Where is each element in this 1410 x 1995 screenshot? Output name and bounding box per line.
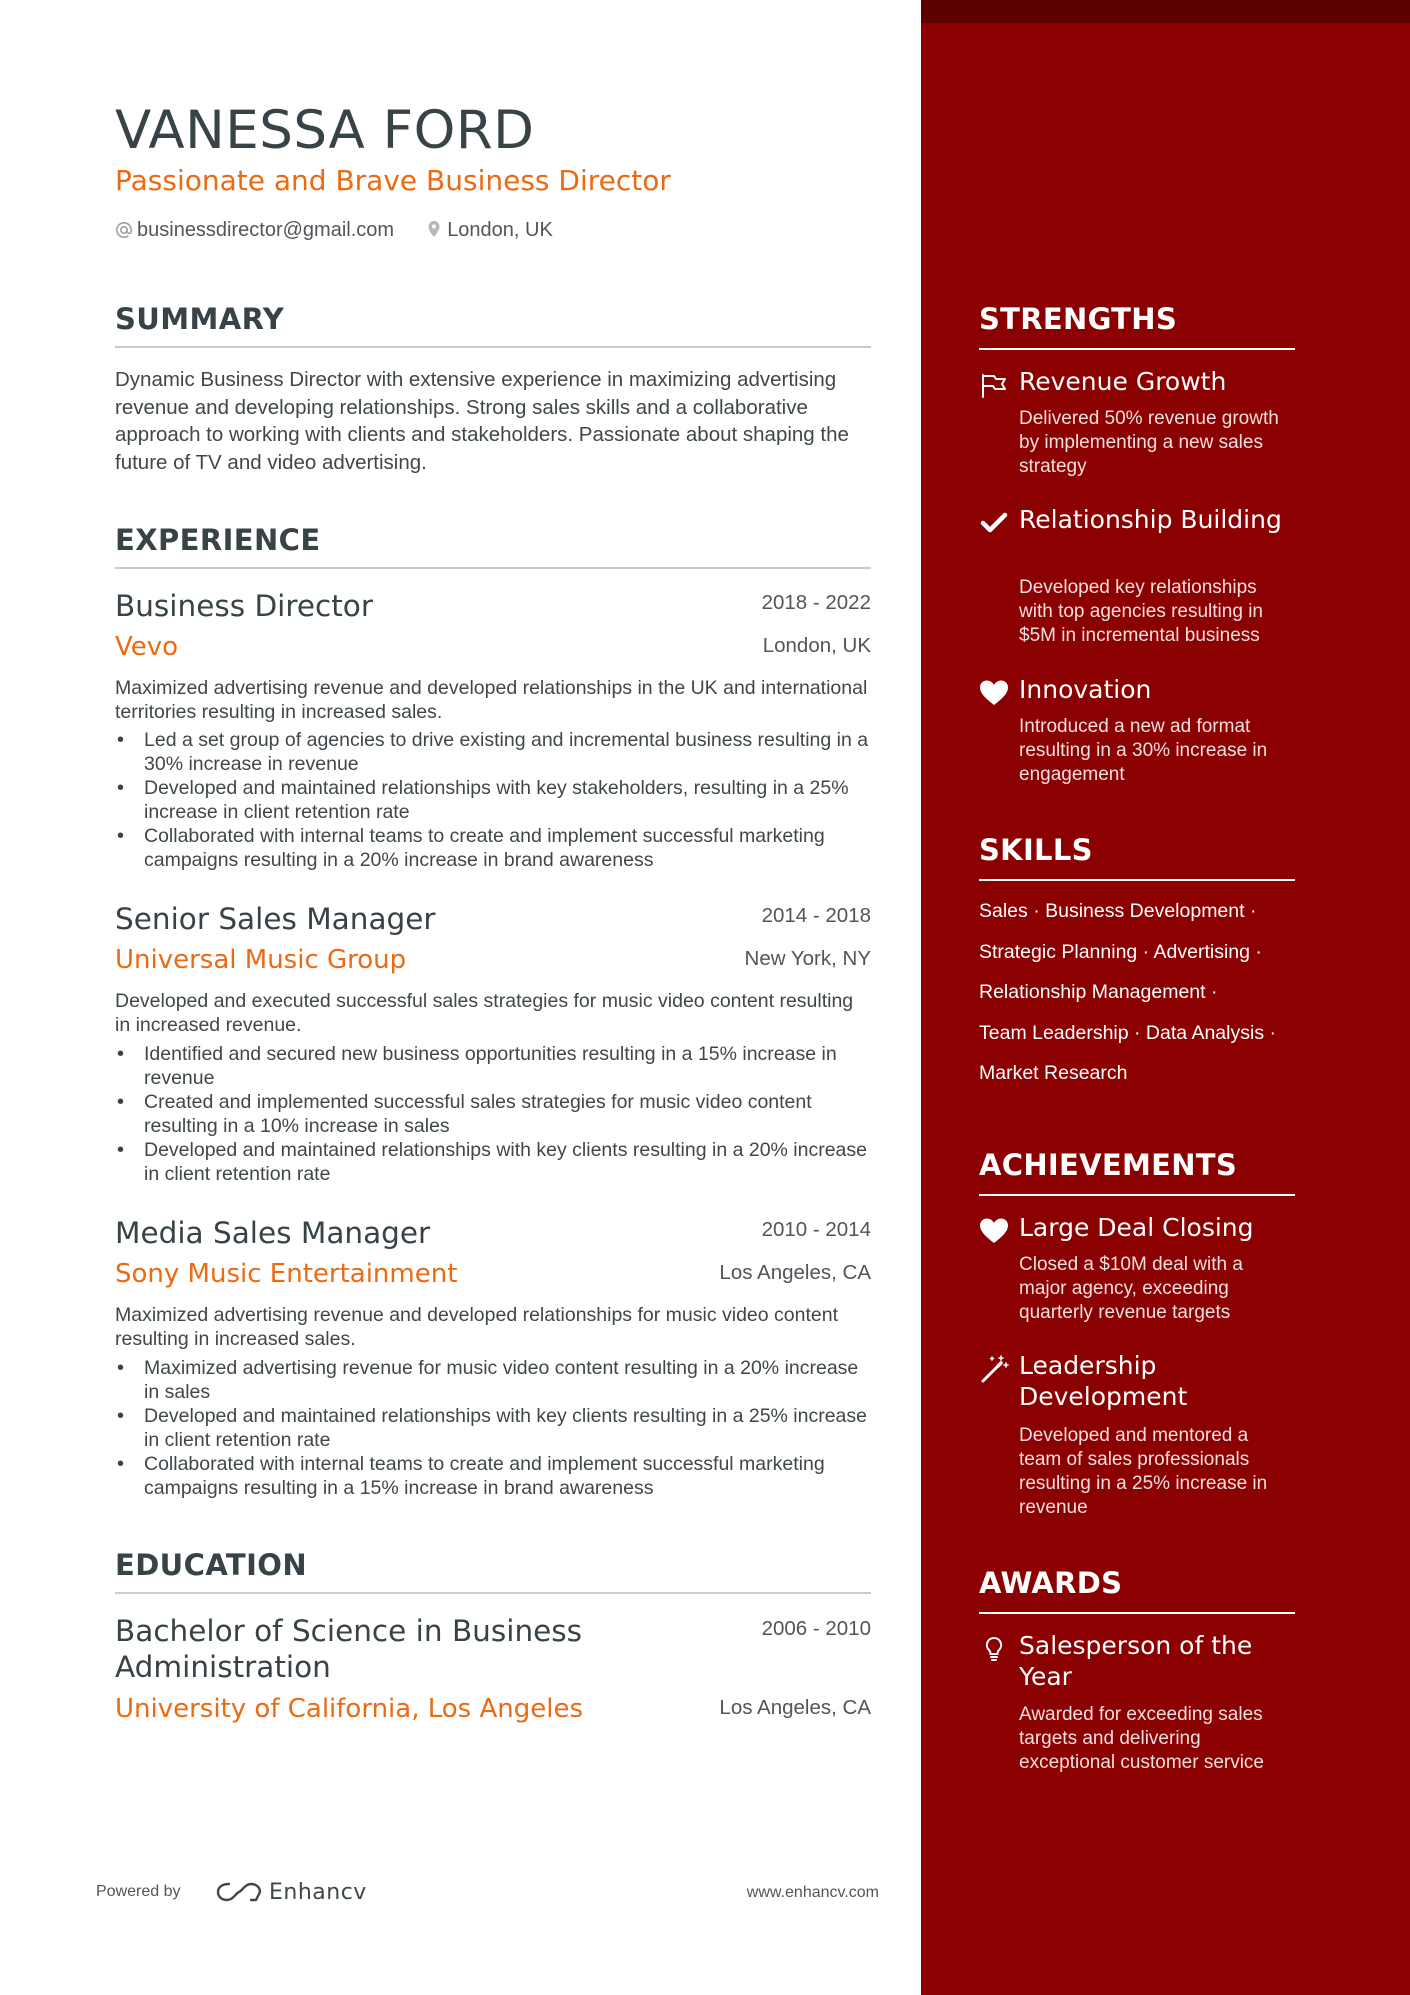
job-bullet: • Identified and secured new business opportunities resulting in a 15% increase in revenue (115, 1042, 871, 1090)
job-location: Los Angeles, CA (719, 1261, 871, 1284)
strength-title: Innovation (1019, 675, 1152, 704)
job-title: Senior Sales Manager (115, 902, 436, 936)
job-company: Universal Music Group (115, 945, 407, 975)
candidate-name: VANESSA FORD (115, 100, 535, 161)
magic-wand-icon (979, 1354, 1009, 1384)
achievement-title: Leadership Development (1019, 1351, 1188, 1411)
heart-icon (979, 1216, 1009, 1246)
footer-website-link[interactable]: www.enhancv.com (746, 1884, 879, 1901)
job-description: Maximized advertising revenue and developed relationships for music video content resulting in increased sales. (115, 1304, 838, 1350)
awards-heading: AWARDS (979, 1566, 1295, 1614)
skills-line: Team Leadership · Data Analysis · (979, 1021, 1276, 1044)
job-title: Media Sales Manager (115, 1216, 431, 1250)
experience-heading: EXPERIENCE (115, 523, 871, 569)
skills-heading: SKILLS (979, 833, 1295, 881)
award-description: Awarded for exceeding sales targets and delivering exceptional customer service (1019, 1704, 1264, 1773)
enhancv-logo-icon (215, 1879, 263, 1905)
job-bullet: • Maximized advertising revenue for music video content resulting in a 20% increase in sales (115, 1356, 871, 1404)
strength-title: Relationship Building (1019, 505, 1282, 534)
education-dates: 2006 - 2010 (761, 1617, 871, 1640)
strengths-heading: STRENGTHS (979, 302, 1295, 350)
award-title: Salesperson of the Year (1019, 1631, 1253, 1691)
job-description: Maximized advertising revenue and developed relationships in the UK and international territories resulting in increased sales. (115, 677, 868, 723)
job-dates: 2018 - 2022 (761, 591, 871, 614)
job-bullet: • Developed and maintained relationships with key stakeholders, resulting in a 25% increase in client retention rate (115, 776, 871, 824)
heart-icon (979, 678, 1009, 708)
job-dates: 2014 - 2018 (761, 904, 871, 927)
contact-info (115, 216, 553, 244)
job-bullet: • Led a set group of agencies to drive existing and incremental business resulting in a 30% increase in revenue (115, 728, 871, 776)
job-location: London, UK (762, 634, 871, 657)
job-bullet: • Created and implemented successful sales strategies for music video content resulting in a 10% increase in sales (115, 1090, 871, 1138)
job-bullet: • Developed and maintained relationships with key clients resulting in a 20% increase in client retention rate (115, 1138, 871, 1186)
job-bullets (115, 728, 871, 872)
job-bullet: • Developed and maintained relationships with key clients resulting in a 25% increase in client retention rate (115, 1404, 871, 1452)
lightbulb-icon (979, 1634, 1009, 1664)
candidate-headline: Passionate and Brave Business Director (115, 164, 671, 197)
education-heading: EDUCATION (115, 1548, 871, 1594)
school-name: University of California, Los Angeles (115, 1694, 584, 1724)
enhancv-logo[interactable] (215, 1877, 367, 1907)
job-dates: 2010 - 2014 (761, 1218, 871, 1241)
job-bullet: • Collaborated with internal teams to create and implement successful marketing campaigns resulting in a 15% increase in brand awareness (115, 1452, 871, 1500)
job-bullet: • Collaborated with internal teams to create and implement successful marketing campaigns resulting in a 20% increase in brand awareness (115, 824, 871, 872)
job-description: Developed and executed successful sales strategies for music video content resulting in increased revenue. (115, 990, 854, 1036)
skills-line: Market Research (979, 1062, 1128, 1084)
education-location: Los Angeles, CA (719, 1696, 871, 1719)
at-sign-icon (115, 219, 133, 239)
job-title: Business Director (115, 589, 373, 623)
achievements-heading: ACHIEVEMENTS (979, 1148, 1295, 1196)
contact-location: London, UK (447, 219, 553, 241)
achievement-description: Closed a $10M deal with a major agency, exceeding quarterly revenue targets (1019, 1254, 1243, 1323)
strength-description: Delivered 50% revenue growth by implementing a new sales strategy (1019, 408, 1279, 477)
summary-text: Dynamic Business Director with extensive experience in maximizing advertising revenue and developing relationships. Strong sales skills and a collaborative approach to working with clients and stakeholders. Passionate about shaping the future of TV and video advertising. (115, 368, 849, 474)
degree-title: Bachelor of Science in Business Administration (115, 1614, 583, 1684)
achievement-description: Developed and mentored a team of sales professionals resulting in a 25% increase in revenue (1019, 1425, 1268, 1518)
sidebar-top-band (921, 0, 1410, 23)
strength-description: Developed key relationships with top agencies resulting in $5M in incremental business (1019, 577, 1263, 646)
skills-line: Relationship Management · (979, 981, 1218, 1003)
skills-list (979, 899, 1295, 1102)
location-pin-icon (425, 219, 443, 239)
summary-heading: SUMMARY (115, 302, 871, 348)
contact-email[interactable]: businessdirector@gmail.com (137, 219, 395, 241)
skills-line: Sales · Business Development · (979, 900, 1257, 922)
skills-line: Strategic Planning · Advertising · (979, 940, 1262, 963)
strength-title: Revenue Growth (1019, 367, 1227, 396)
job-bullets (115, 1042, 871, 1186)
flag-icon (979, 370, 1009, 400)
job-company: Sony Music Entertainment (115, 1259, 458, 1289)
checkmark-icon (979, 508, 1009, 538)
powered-by-label: Powered by (96, 1883, 181, 1900)
sidebar (921, 0, 1410, 1995)
job-company: Vevo (115, 632, 179, 662)
enhancv-brand-name: Enhancv (269, 1879, 367, 1905)
achievement-title: Large Deal Closing (1019, 1213, 1254, 1242)
strength-description: Introduced a new ad format resulting in a 30% increase in engagement (1019, 716, 1268, 785)
job-location: New York, NY (744, 947, 871, 970)
job-bullets (115, 1356, 871, 1500)
